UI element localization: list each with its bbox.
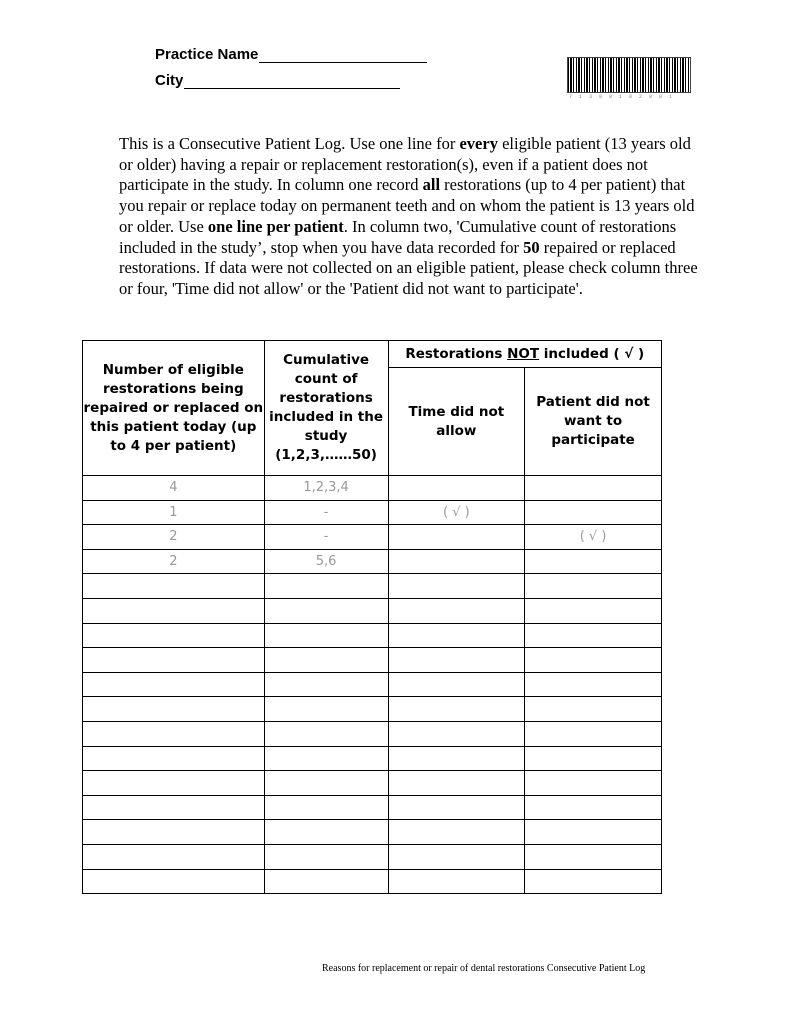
table-row [83,795,662,820]
did-not-want-cell[interactable] [525,721,662,746]
eligible-count-cell[interactable] [83,844,265,869]
time-did-not-allow-cell[interactable] [388,574,525,599]
time-did-not-allow-cell[interactable] [388,598,525,623]
intro-text-3: restorations (up to 4 per patient) that you repair or replace today on permanent teeth and on whom the patient is 13 years old or older. Use [119,175,695,236]
table-row [83,820,662,845]
time-did-not-allow-cell[interactable] [388,549,525,574]
table-row [83,476,662,501]
practice-name-field [155,46,427,63]
eligible-count-cell[interactable] [83,820,265,845]
eligible-count-cell[interactable] [83,598,265,623]
eligible-count-cell[interactable]: 2 [83,549,265,574]
cumulative-count-cell[interactable] [264,795,388,820]
header-eligible-restorations: Number of eligible restorations being repaired or replaced on this patient today (up to 4 per patient) [83,341,265,476]
intro-text-4: . In column two, 'Cumulative count of restorations included in the study’, stop when you have data recorded for [119,216,677,257]
eligible-count-cell[interactable] [83,574,265,599]
table-row [83,500,662,525]
cumulative-count-cell[interactable]: 5,6 [264,549,388,574]
eligible-count-cell[interactable] [83,623,265,648]
did-not-want-cell[interactable] [525,869,662,894]
city-label: City [155,72,184,89]
did-not-want-cell[interactable] [525,648,662,673]
eligible-count-cell[interactable] [83,746,265,771]
intro-bold-50: 50 [523,237,540,257]
did-not-want-cell[interactable] [525,574,662,599]
did-not-want-cell[interactable] [525,795,662,820]
practice-name-label: Practice Name [155,46,259,63]
table-row [83,648,662,673]
cumulative-count-cell[interactable] [264,746,388,771]
eligible-count-cell[interactable] [83,721,265,746]
table-row [83,598,662,623]
header-patient-did-not-want: Patient did not want to participate [525,368,662,476]
did-not-want-cell[interactable] [525,771,662,796]
time-did-not-allow-cell[interactable] [388,869,525,894]
cumulative-count-cell[interactable] [264,869,388,894]
cumulative-count-cell[interactable] [264,672,388,697]
time-did-not-allow-cell[interactable] [388,623,525,648]
time-did-not-allow-cell[interactable] [388,697,525,722]
patient-log-table [82,340,662,894]
table-row [83,869,662,894]
did-not-want-cell[interactable] [525,697,662,722]
table-row [83,721,662,746]
did-not-want-cell[interactable] [525,844,662,869]
table-row [83,746,662,771]
did-not-want-cell[interactable] [525,820,662,845]
header-cumulative-count: Cumulative count of restorations included in the study (1,2,3,……50) [264,341,388,476]
cumulative-count-cell[interactable]: - [264,525,388,550]
time-did-not-allow-cell[interactable] [388,672,525,697]
cumulative-count-cell[interactable] [264,697,388,722]
table-row [83,525,662,550]
city-line[interactable] [184,73,400,89]
instructions-paragraph [119,134,704,300]
cumulative-count-cell[interactable] [264,721,388,746]
intro-text-1: This is a Consecutive Patient Log. Use one line for [119,134,460,153]
cumulative-count-cell[interactable] [264,574,388,599]
not-underlined: NOT [507,345,540,362]
time-did-not-allow-cell[interactable] [388,721,525,746]
practice-name-line[interactable] [259,47,427,63]
time-did-not-allow-cell[interactable] [388,476,525,501]
did-not-want-cell[interactable] [525,500,662,525]
eligible-count-cell[interactable] [83,648,265,673]
eligible-count-cell[interactable] [83,672,265,697]
table-row [83,549,662,574]
cumulative-count-cell[interactable]: 1,2,3,4 [264,476,388,501]
did-not-want-cell[interactable] [525,476,662,501]
city-field [155,72,400,89]
did-not-want-cell[interactable] [525,549,662,574]
time-did-not-allow-cell[interactable] [388,771,525,796]
table-row [83,672,662,697]
eligible-count-cell[interactable] [83,697,265,722]
cumulative-count-cell[interactable] [264,844,388,869]
time-did-not-allow-cell[interactable] [388,648,525,673]
table-row [83,623,662,648]
eligible-count-cell[interactable] [83,869,265,894]
intro-bold-every: every [459,134,498,153]
cumulative-count-cell[interactable] [264,648,388,673]
did-not-want-cell[interactable] [525,623,662,648]
intro-text-5: repaired or replaced restorations. If data were not collected on an eligible patient, please check column three or four, 'Time did not allow' or the 'Patient did not want to participate'. [119,237,698,298]
did-not-want-cell[interactable] [525,672,662,697]
header-restorations-not-included: Restorations NOT included ( √ ) [388,341,661,368]
time-did-not-allow-cell[interactable] [388,844,525,869]
eligible-count-cell[interactable] [83,795,265,820]
barcode-digits: 7 1 3 0 0 1 0 2 0 0 1 [569,94,675,100]
cumulative-count-cell[interactable] [264,598,388,623]
did-not-want-cell[interactable] [525,598,662,623]
table-row [83,844,662,869]
header-time-did-not-allow: Time did not allow [388,368,525,476]
did-not-want-cell[interactable] [525,746,662,771]
eligible-count-cell[interactable]: 4 [83,476,265,501]
cumulative-count-cell[interactable] [264,771,388,796]
table-row [83,697,662,722]
intro-bold-all: all [422,175,441,195]
eligible-count-cell[interactable]: 2 [83,525,265,550]
intro-text-2: eligible patient (13 years old or older) having a repair or replacement restoration(s), even if a patient does not participate in the study. In column one record [119,134,691,195]
cumulative-count-cell[interactable]: - [264,500,388,525]
time-did-not-allow-cell[interactable] [388,525,525,550]
table-row [83,771,662,796]
eligible-count-cell[interactable]: 1 [83,500,265,525]
table-row [83,574,662,599]
time-did-not-allow-cell[interactable] [388,820,525,845]
cumulative-count-cell[interactable] [264,820,388,845]
time-did-not-allow-cell[interactable] [388,746,525,771]
cumulative-count-cell[interactable] [264,623,388,648]
did-not-want-cell[interactable]: ( √ ) [525,525,662,550]
page-footer: Reasons for replacement or repair of dental restorations Consecutive Patient Log [322,963,646,974]
barcode [567,57,691,100]
barcode-bars [567,57,691,93]
time-did-not-allow-cell[interactable] [388,795,525,820]
time-did-not-allow-cell[interactable]: ( √ ) [388,500,525,525]
eligible-count-cell[interactable] [83,771,265,796]
intro-bold-one-line: one line per patient [207,216,344,236]
